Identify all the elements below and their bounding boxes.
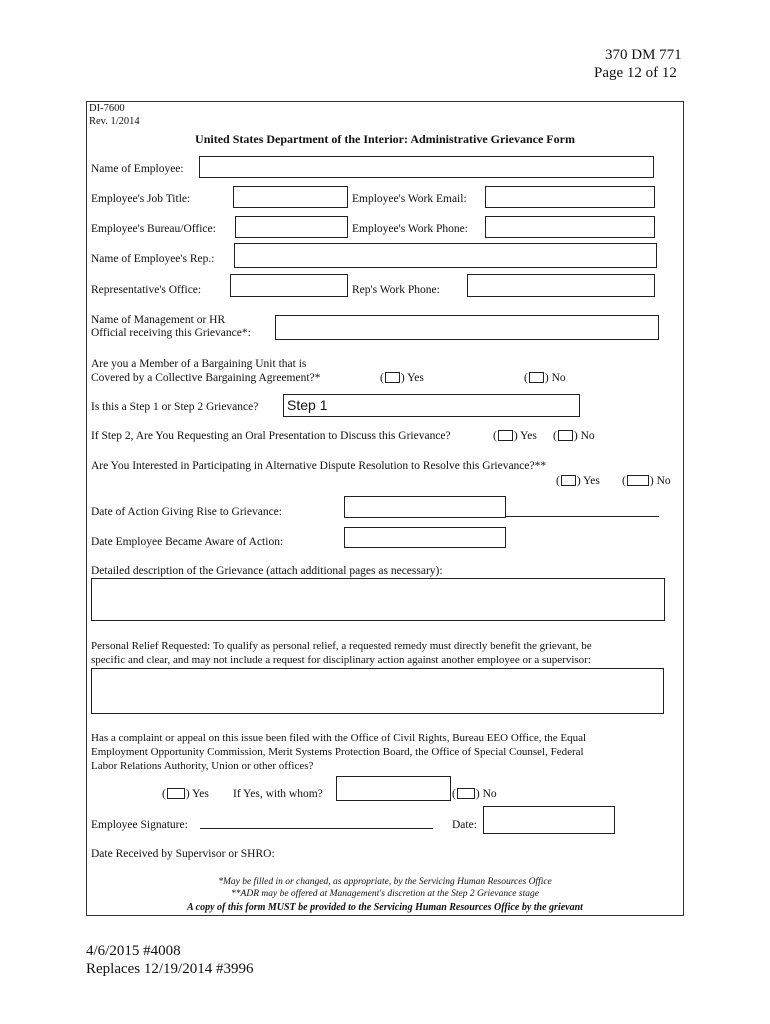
bargaining-line1: Are you a Member of a Bargaining Unit that is xyxy=(91,358,307,370)
note-1: *May be filled in or changed, as appropriate, by the Servicing Human Resources Office xyxy=(218,877,552,887)
complaint-yes-option[interactable]: ( ) Yes xyxy=(162,788,209,800)
adr-yes-label: Yes xyxy=(583,475,600,487)
adr-yes-option[interactable]: ( ) Yes xyxy=(556,475,600,487)
bargaining-yes-label: Yes xyxy=(407,372,424,384)
signature-line[interactable] xyxy=(200,828,433,829)
bureau-office-field[interactable] xyxy=(235,216,348,238)
complaint-no-option[interactable]: ( ) No xyxy=(452,788,497,800)
oral-yes-label: Yes xyxy=(520,430,537,442)
employee-name-field[interactable] xyxy=(199,156,654,178)
adr-no-label: No xyxy=(656,475,671,487)
job-title-field[interactable] xyxy=(233,186,348,208)
adr-no-checkbox[interactable] xyxy=(627,475,649,486)
complaint-line3: Labor Relations Authority, Union or other offices? xyxy=(91,760,314,772)
form-title: United States Department of the Interior: Administrative Grievance Form xyxy=(195,132,575,146)
oral-no-label: No xyxy=(580,430,595,442)
date-received-label: Date Received by Supervisor or SHRO: xyxy=(91,848,275,860)
mgmt-label-line1: Name of Management or HR xyxy=(91,314,226,326)
signature-label: Employee Signature: xyxy=(91,819,188,831)
work-phone-field[interactable] xyxy=(485,216,655,238)
date-label: Date: xyxy=(452,819,477,831)
job-title-label: Employee's Job Title: xyxy=(91,193,191,205)
oral-yes-checkbox[interactable] xyxy=(498,430,513,441)
complaint-line2: Employment Opportunity Commission, Merit Systems Protection Board, the Office of Special Counsel, Federal xyxy=(91,746,584,758)
step-field[interactable]: Step 1 xyxy=(283,394,580,417)
bargaining-yes-option[interactable]: ( ) Yes xyxy=(380,372,424,384)
relief-line1: Personal Relief Requested: To qualify as personal relief, a requested remedy must directly benefit the grievant, be xyxy=(91,640,592,652)
bargaining-line2: Covered by a Collective Bargaining Agreement?* xyxy=(91,372,321,384)
adr-no-option[interactable]: ( ) No xyxy=(622,475,671,487)
work-phone-label: Employee's Work Phone: xyxy=(352,223,468,235)
complaint-no-checkbox[interactable] xyxy=(457,788,475,799)
signature-date-field[interactable] xyxy=(483,806,615,834)
note-3: A copy of this form MUST be provided to the Servicing Human Resources Office by the grievant xyxy=(187,902,583,913)
description-field[interactable] xyxy=(91,578,665,621)
bureau-office-label: Employee's Bureau/Office: xyxy=(91,223,216,235)
work-email-label: Employee's Work Email: xyxy=(352,193,467,205)
complaint-line1: Has a complaint or appeal on this issue been filed with the Office of Civil Rights, Bureau EEO Office, the Equal xyxy=(91,732,587,744)
oral-question: If Step 2, Are You Requesting an Oral Presentation to Discuss this Grievance? xyxy=(91,430,451,442)
work-email-field[interactable] xyxy=(485,186,655,208)
form-id: DI-7600 xyxy=(89,103,125,114)
rep-phone-field[interactable] xyxy=(467,274,655,297)
employee-name-label: Name of Employee: xyxy=(91,163,184,175)
relief-field[interactable] xyxy=(91,668,664,714)
mgmt-label-line2: Official receiving this Grievance*: xyxy=(91,327,251,339)
complaint-no-label: No xyxy=(482,788,497,800)
complaint-yes-checkbox[interactable] xyxy=(167,788,185,799)
oral-yes-option[interactable]: ( ) Yes xyxy=(493,430,537,442)
complaint-if-yes-label: If Yes, with whom? xyxy=(233,788,323,800)
note-2: **ADR may be offered at Management's discretion at the Step 2 Grievance stage xyxy=(231,889,539,899)
footer-replaces: Replaces 12/19/2014 #3996 xyxy=(86,961,254,977)
date-aware-field[interactable] xyxy=(344,527,506,548)
bargaining-yes-checkbox[interactable] xyxy=(385,372,400,383)
rep-name-field[interactable] xyxy=(234,243,657,268)
adr-yes-checkbox[interactable] xyxy=(561,475,576,486)
document-code: 370 DM 771 xyxy=(605,47,682,63)
step-label: Is this a Step 1 or Step 2 Grievance? xyxy=(91,401,259,413)
complaint-yes-label: Yes xyxy=(192,788,209,800)
oral-no-checkbox[interactable] xyxy=(558,430,573,441)
bargaining-no-label: No xyxy=(551,372,566,384)
rep-office-label: Representative's Office: xyxy=(91,284,202,296)
bargaining-no-option[interactable]: ( ) No xyxy=(524,372,566,384)
form-revision: Rev. 1/2014 xyxy=(89,116,140,127)
relief-line2: specific and clear, and may not include a request for disciplinary action against another employee or a supervisor: xyxy=(91,654,591,666)
adr-question: Are You Interested in Participating in Alternative Dispute Resolution to Resolve this Grievance?** xyxy=(91,460,547,472)
rep-office-field[interactable] xyxy=(230,274,348,297)
date-action-label: Date of Action Giving Rise to Grievance: xyxy=(91,506,282,518)
date-action-field[interactable] xyxy=(344,496,506,518)
complaint-with-whom-field[interactable] xyxy=(336,776,451,801)
mgmt-official-field[interactable] xyxy=(275,315,659,340)
description-label: Detailed description of the Grievance (attach additional pages as necessary): xyxy=(91,565,443,577)
date-action-underline xyxy=(506,516,659,517)
footer-date: 4/6/2015 #4008 xyxy=(86,943,181,959)
page-number: Page 12 of 12 xyxy=(594,65,677,81)
oral-no-option[interactable]: ( ) No xyxy=(553,430,595,442)
rep-name-label: Name of Employee's Rep.: xyxy=(91,253,215,265)
bargaining-no-checkbox[interactable] xyxy=(529,372,544,383)
rep-phone-label: Rep's Work Phone: xyxy=(352,284,440,296)
date-aware-label: Date Employee Became Aware of Action: xyxy=(91,536,284,548)
